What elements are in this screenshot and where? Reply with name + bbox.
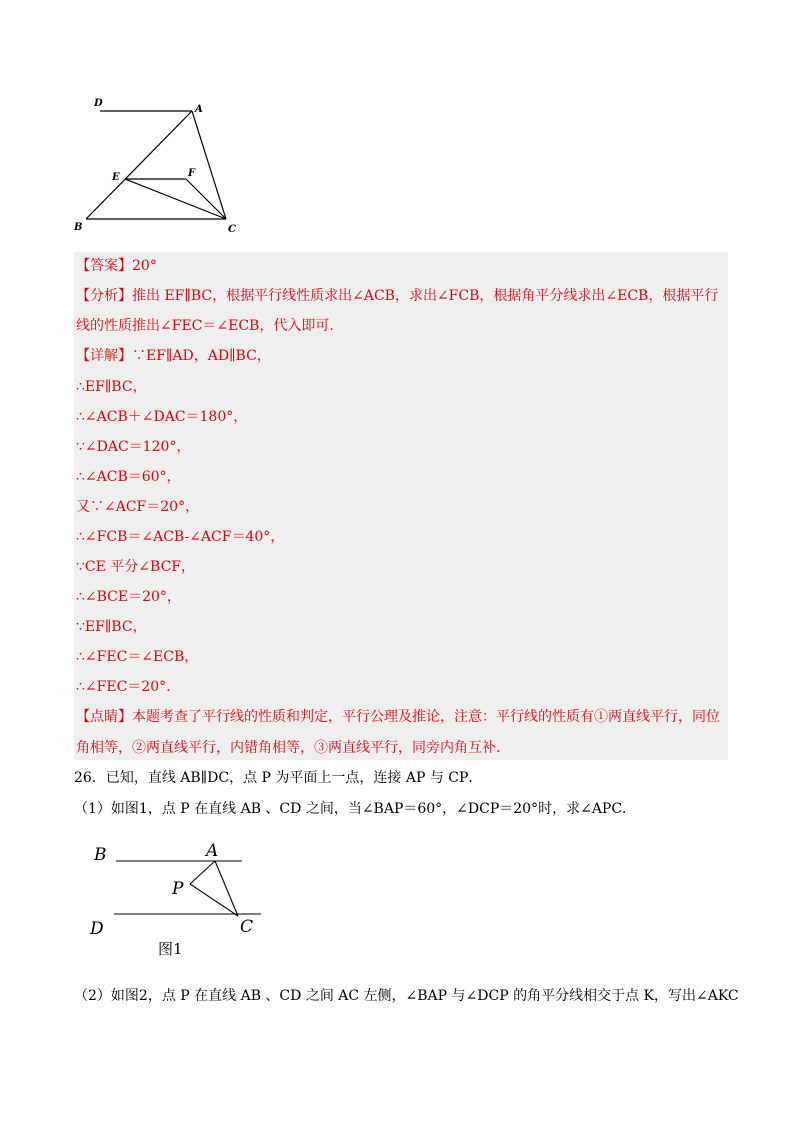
solution-step: ∴∠ACB＝60°， xyxy=(76,469,181,485)
fig1-label-A: A xyxy=(206,841,219,861)
answer-line: 【答案】20° xyxy=(76,258,157,274)
label-C: C xyxy=(228,224,236,235)
solution-step: ∴∠FCB＝∠ACB-∠ACF＝40°， xyxy=(76,529,285,545)
fig1-label-B: B xyxy=(94,845,107,865)
analysis-line-2: 线的性质推出∠FEC＝∠ECB，代入即可. xyxy=(76,318,334,334)
problem-part-1: （1）如图1，点 P 在直线 AB 、CD 之间，当∠BAP＝60°，∠DCP＝20°时，求∠APC． xyxy=(74,801,637,817)
solution-step: ∵CE 平分∠BCF， xyxy=(76,559,195,575)
solution-step: 【详解】∵EF∥AD，AD∥BC， xyxy=(76,348,271,364)
label-D: D xyxy=(94,98,103,109)
figure-1 xyxy=(86,836,271,961)
solution-step: ∵EF∥BC， xyxy=(76,619,147,635)
fig1-label-P: P xyxy=(172,879,184,899)
solution-step: ∴∠BCE＝20°， xyxy=(76,589,181,605)
label-F: F xyxy=(188,168,196,179)
label-B: B xyxy=(74,222,83,233)
solution-step: ∵∠DAC＝120°， xyxy=(76,439,191,455)
label-A: A xyxy=(195,104,203,115)
label-E: E xyxy=(112,172,120,183)
fig1-label-C: C xyxy=(240,917,254,937)
solution-step: 又∵∠ACF＝20°， xyxy=(76,499,200,515)
fig1-label-D: D xyxy=(90,919,104,939)
solution-step: ∴EF∥BC， xyxy=(76,379,147,395)
solution-step: ∴∠FEC＝∠ECB， xyxy=(76,649,199,665)
problem-part-2: （2）如图2，点 P 在直线 AB 、CD 之间 AC 左侧，∠BAP 与∠DCP 的角平分线相交于点 K，写出∠AKC xyxy=(74,988,739,1004)
figure-parallel-lines-top xyxy=(68,92,248,242)
fig1-caption: 图1 xyxy=(158,940,183,958)
analysis-line-1: 【分析】推出 EF∥BC，根据平行线性质求出∠ACB，求出∠FCB，根据角平分线求出∠ECB，根据平行 xyxy=(76,288,719,304)
problem-stem: 26．已知，直线 AB∥DC，点 P 为平面上一点，连接 AP 与 CP． xyxy=(74,770,483,786)
solution-step: ∴∠ACB＋∠DAC＝180°， xyxy=(76,409,248,425)
solution-step: ∴∠FEC＝20°. xyxy=(76,679,171,695)
comment-line-1: 【点睛】本题考查了平行线的性质和判定，平行公理及推论，注意：平行线的性质有①两直线平行，同位 xyxy=(76,709,720,725)
comment-line-2: 角相等，②两直线平行，内错角相等，③两直线平行，同旁内角互补. xyxy=(76,740,501,756)
